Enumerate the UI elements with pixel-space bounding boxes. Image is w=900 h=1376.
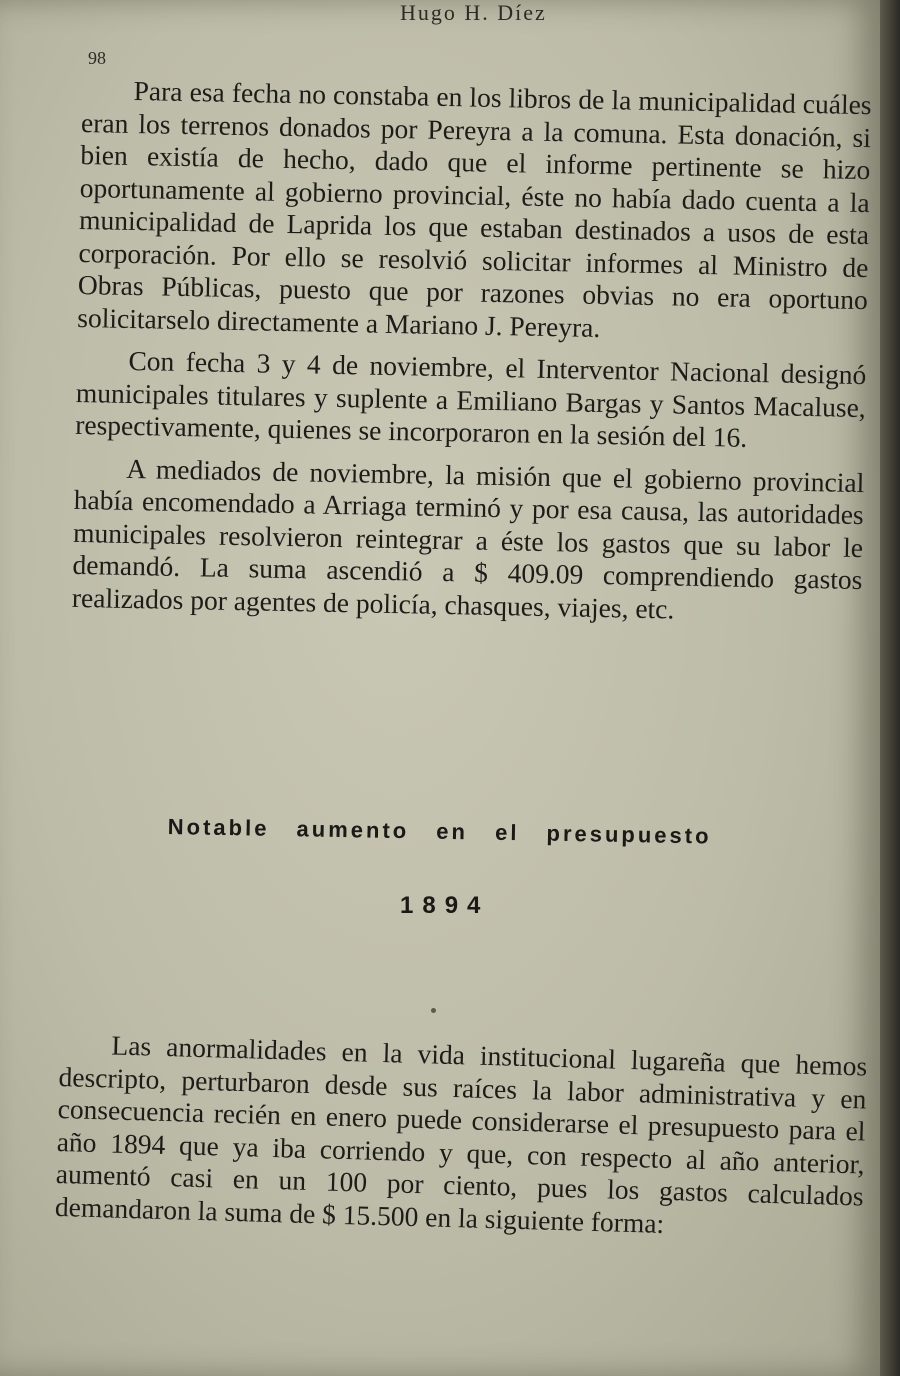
running-head: Hugo H. Díez bbox=[400, 0, 547, 25]
paragraph: Para esa fecha no constaba en los libros de la municipalidad cuáles eran los terrenos donados por Pereyra a la comuna. Esta donación, si bien existía de hecho, dado que el informe pertinente se hizo oportunamente al gobierno provincial, éste no había dado cuenta a la municipalidad de Laprida los que estaban destinados a usos de esta corporación. Por ello se resolvió solicitar informes al Ministro de Obras Públicas, puesto que por razones obvias no era oportuno solicitarselo directamente a Mariano J. Pereyra. bbox=[77, 74, 872, 343]
section-title: Notable aumento en el presupuesto bbox=[167, 814, 712, 849]
page-number: 98 bbox=[88, 48, 106, 68]
paragraph: Con fecha 3 y 4 de noviembre, el Interventor Nacional designó municipales titulares y suplente a Emiliano Bargas y Santos Macaluse, respectivamente, quienes se incorporaron en la sesión del 16. bbox=[74, 344, 867, 453]
section-year: 1894 bbox=[400, 892, 490, 919]
paragraph: A mediados de noviembre, la misión que el gobierno provincial había encomendado a Arriaga terminó y por esa causa, las autoridades municipales resolvieron reintegrar a éste los gastos que su labor le demandó. La suma ascendió a $ 409.09 comprendiendo gastos realizados por agentes de policía, chasques, viajes, etc. bbox=[71, 452, 865, 624]
paragraph: Las anormalidades en la vida institucional lugareña que hemos descripto, perturbaron desde sus raíces la labor administrativa y en consecuencia recién en enero puede considerarse el presupuesto para el año 1894 que ya iba corriendo y que, con respecto al año anterior, aumentó casi en un 100 por ciento, pues los gastos calculados demandaron la suma de $ 15.500 en la siguiente forma: bbox=[54, 1029, 868, 1239]
body-text-bottom bbox=[54, 1028, 867, 1255]
body-text-top bbox=[71, 74, 871, 639]
book-gutter bbox=[880, 0, 900, 1376]
ink-speck bbox=[431, 1008, 436, 1013]
